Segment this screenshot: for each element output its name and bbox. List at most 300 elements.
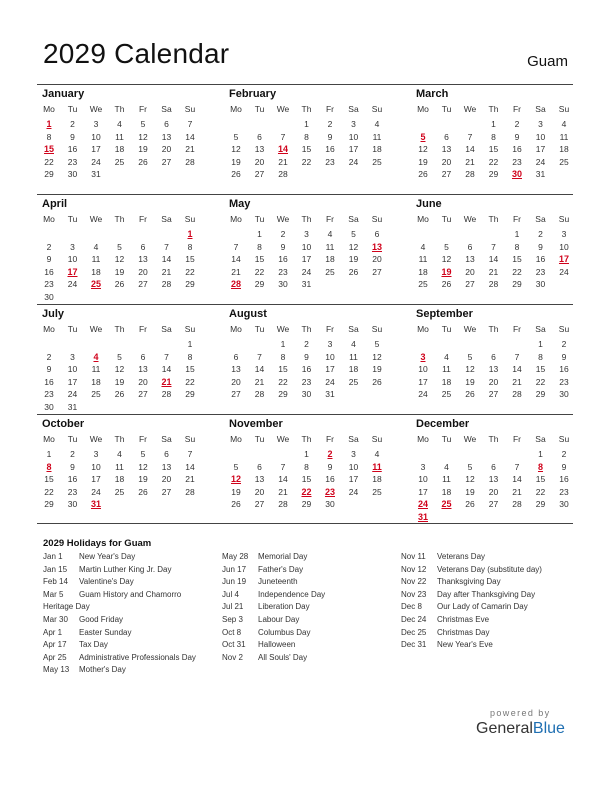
day-cell: 21: [185, 144, 195, 155]
weekday-label: Tu: [441, 104, 452, 114]
day-cell: 25: [114, 486, 125, 497]
day-cell: 16: [67, 144, 78, 155]
holiday-date: Nov 23: [401, 589, 427, 599]
holiday-date: Apr 17: [43, 640, 67, 650]
day-cell: 23: [44, 279, 54, 290]
weekday-label: Th: [114, 104, 125, 114]
holiday-name: Liberation Day: [258, 602, 310, 612]
day-cell: 5: [351, 229, 356, 239]
day-cell: 15: [44, 474, 54, 485]
holiday-name: Halloween: [258, 640, 296, 650]
holiday-day-cell: 25: [90, 279, 101, 290]
day-cell: 18: [325, 254, 335, 265]
day-cell: 6: [164, 119, 169, 129]
day-cell: 1: [304, 449, 309, 459]
day-cell: 10: [301, 241, 312, 252]
day-cell: 3: [70, 241, 75, 252]
day-cell: 26: [231, 499, 241, 510]
day-cell: 31: [67, 402, 78, 412]
holiday-name: Mother's Day: [79, 665, 126, 675]
day-cell: 22: [44, 156, 54, 167]
holiday-name: Memorial Day: [258, 552, 308, 561]
holiday-day-cell: 31: [90, 499, 101, 510]
day-cell: 20: [254, 156, 265, 167]
day-cell: 23: [301, 376, 312, 387]
weekday-label: Sa: [535, 434, 546, 444]
month-name: October: [42, 418, 85, 430]
day-cell: 30: [559, 389, 569, 400]
holiday-day-cell: 31: [417, 512, 428, 522]
day-cell: 28: [254, 389, 265, 400]
weekday-label: We: [276, 104, 290, 114]
day-cell: 19: [465, 486, 475, 497]
holiday-date: Apr 1: [43, 627, 63, 637]
holiday-day-cell: 1: [187, 229, 193, 239]
weekday-label: Sa: [348, 434, 359, 444]
day-cell: 27: [372, 266, 382, 277]
holiday-name: Martin Luther King Jr. Day: [79, 564, 172, 574]
day-cell: 27: [231, 389, 241, 400]
day-cell: 15: [278, 364, 288, 375]
day-cell: 19: [114, 266, 125, 277]
holiday-date: Nov 2: [222, 652, 243, 662]
holiday-name: Guam History and Chamorro: [79, 589, 182, 599]
weekday-label: Fr: [325, 324, 335, 334]
day-cell: 3: [93, 119, 99, 129]
day-cell: 26: [418, 169, 428, 180]
day-cell: 26: [348, 266, 359, 277]
weekday-label: Fr: [138, 214, 148, 224]
day-cell: 25: [114, 156, 125, 167]
weekday-label: Mo: [417, 104, 429, 114]
holiday-date: Nov 11: [401, 552, 426, 561]
weekday-label: Mo: [230, 214, 242, 224]
weekday-label: Mo: [230, 324, 242, 334]
holiday-day-cell: 25: [441, 499, 452, 510]
day-cell: 18: [559, 144, 569, 155]
weekday-label: Su: [558, 434, 570, 444]
day-cell: 30: [44, 292, 54, 302]
holiday-date: Dec 25: [401, 627, 427, 637]
holiday-day-cell: 5: [420, 131, 426, 142]
day-cell: 22: [301, 156, 312, 167]
day-cell: 15: [301, 144, 312, 155]
day-cell: 25: [325, 266, 335, 277]
holiday-day-cell: 30: [511, 169, 522, 180]
holiday-date: Mar 30: [43, 615, 68, 624]
day-cell: 25: [372, 156, 382, 167]
day-cell: 17: [418, 376, 428, 387]
day-cell: 11: [418, 254, 428, 265]
day-cell: 2: [327, 119, 333, 129]
day-cell: 4: [93, 241, 99, 252]
day-cell: 9: [561, 461, 567, 472]
day-cell: 6: [491, 351, 496, 362]
month-name: March: [416, 88, 449, 100]
weekday-label: Fr: [138, 104, 148, 114]
day-cell: 13: [161, 461, 172, 472]
holiday-name: Father's Day: [258, 564, 304, 574]
day-cell: 8: [304, 461, 309, 472]
day-cell: 20: [231, 376, 241, 387]
holiday-day-cell: 8: [46, 461, 52, 472]
day-cell: 12: [418, 144, 428, 155]
day-cell: 5: [444, 241, 449, 252]
day-cell: 2: [46, 241, 52, 252]
day-cell: 22: [535, 376, 546, 387]
weekday-label: Sa: [161, 214, 172, 224]
weekday-label: Mo: [43, 214, 55, 224]
day-cell: 15: [185, 254, 195, 265]
day-cell: 19: [231, 156, 241, 167]
holiday-day-cell: 4: [93, 351, 99, 362]
day-cell: 31: [91, 169, 101, 180]
day-cell: 24: [301, 266, 312, 277]
day-cell: 27: [254, 499, 265, 510]
day-cell: 2: [70, 119, 75, 129]
day-cell: 5: [467, 351, 473, 362]
day-cell: 28: [161, 279, 172, 290]
weekday-label: Su: [371, 324, 383, 334]
day-cell: 3: [351, 449, 356, 459]
weekday-label: Sa: [535, 104, 546, 114]
day-cell: 9: [561, 351, 567, 362]
weekday-label: Tu: [254, 104, 265, 114]
day-cell: 5: [467, 461, 473, 472]
day-cell: 13: [138, 254, 148, 265]
weekday-label: We: [89, 104, 103, 114]
day-cell: 25: [559, 156, 569, 167]
holiday-name: Veterans Day (substitute day): [437, 564, 542, 574]
day-cell: 23: [559, 486, 569, 497]
day-cell: 16: [325, 474, 335, 485]
day-cell: 24: [325, 376, 335, 387]
day-cell: 16: [535, 254, 546, 265]
day-cell: 24: [67, 389, 78, 400]
weekday-label: We: [463, 434, 477, 444]
day-cell: 1: [538, 449, 543, 459]
day-cell: 7: [257, 351, 262, 362]
day-cell: 9: [70, 131, 75, 142]
day-cell: 2: [561, 449, 567, 459]
holiday-name: Heritage Day: [43, 602, 90, 612]
day-cell: 14: [278, 474, 288, 485]
day-cell: 17: [348, 474, 359, 485]
weekday-label: Sa: [348, 104, 359, 114]
weekday-label: We: [276, 434, 290, 444]
day-cell: 31: [325, 389, 335, 400]
day-cell: 29: [278, 389, 288, 400]
day-cell: 20: [138, 266, 148, 277]
day-cell: 20: [138, 376, 148, 387]
day-cell: 29: [488, 169, 499, 180]
holiday-date: Dec 8: [401, 602, 422, 612]
holiday-day-cell: 15: [43, 144, 54, 155]
day-cell: 7: [467, 131, 473, 142]
holiday-day-cell: 11: [372, 461, 382, 472]
day-cell: 16: [559, 474, 569, 485]
weekday-label: Tu: [441, 434, 452, 444]
holiday-date: Dec 31: [401, 640, 427, 650]
month-name: December: [416, 418, 470, 430]
day-cell: 5: [233, 131, 239, 142]
day-cell: 20: [372, 254, 382, 265]
page-title: 2029 Calendar: [43, 38, 230, 69]
weekday-label: Mo: [43, 324, 55, 334]
weekday-label: We: [276, 214, 290, 224]
day-cell: 15: [254, 254, 265, 265]
day-cell: 19: [138, 474, 148, 485]
holiday-date: Apr 25: [43, 652, 67, 662]
day-cell: 19: [418, 156, 428, 167]
day-cell: 17: [535, 144, 546, 155]
brand-name: [476, 720, 565, 738]
day-cell: 16: [67, 474, 78, 485]
weekday-label: Su: [371, 434, 383, 444]
weekday-label: We: [89, 214, 103, 224]
day-cell: 26: [114, 279, 125, 290]
holiday-date: Jan 15: [43, 564, 68, 574]
day-cell: 14: [161, 254, 172, 265]
day-cell: 15: [185, 364, 195, 375]
day-cell: 27: [138, 279, 148, 290]
day-cell: 23: [278, 266, 288, 277]
brand-name-blue: Blue: [532, 720, 565, 737]
day-cell: 24: [91, 156, 101, 167]
day-cell: 19: [348, 254, 359, 265]
day-cell: 8: [538, 351, 543, 362]
day-cell: 11: [91, 254, 101, 265]
day-cell: 2: [514, 119, 520, 129]
holiday-date: Jun 17: [222, 564, 247, 574]
day-cell: 14: [231, 254, 241, 265]
day-cell: 29: [44, 499, 54, 510]
day-cell: 11: [349, 351, 358, 362]
day-cell: 7: [514, 461, 520, 472]
day-cell: 21: [231, 266, 241, 277]
day-cell: 28: [512, 499, 522, 510]
day-cell: 3: [351, 119, 356, 129]
holiday-date: Jan 1: [43, 552, 63, 561]
day-cell: 10: [348, 131, 359, 142]
day-cell: 26: [114, 389, 125, 400]
day-cell: 15: [535, 474, 546, 485]
holiday-date: Feb 14: [43, 577, 68, 587]
day-cell: 11: [442, 474, 451, 485]
day-cell: 27: [161, 486, 172, 497]
day-cell: 11: [325, 241, 335, 252]
weekday-label: We: [276, 324, 290, 334]
weekday-label: Sa: [161, 104, 172, 114]
weekday-label: Th: [301, 434, 312, 444]
weekday-label: Mo: [230, 104, 242, 114]
day-cell: 18: [91, 376, 101, 387]
day-cell: 5: [374, 339, 380, 349]
day-cell: 17: [325, 364, 335, 375]
day-cell: 3: [70, 351, 75, 362]
day-cell: 22: [185, 266, 195, 277]
holiday-day-cell: 1: [46, 119, 52, 129]
weekday-label: Tu: [441, 324, 452, 334]
holiday-day-cell: 12: [230, 474, 241, 485]
day-cell: 13: [138, 364, 148, 375]
holiday-day-cell: 22: [301, 486, 312, 497]
holiday-name: New Year's Eve: [437, 640, 493, 650]
day-cell: 30: [301, 389, 312, 400]
day-cell: 4: [444, 351, 449, 362]
day-cell: 21: [465, 156, 475, 167]
day-cell: 21: [254, 376, 265, 387]
day-cell: 28: [465, 169, 475, 180]
day-cell: 12: [372, 351, 382, 362]
day-cell: 9: [70, 461, 75, 472]
day-cell: 29: [185, 279, 195, 290]
day-cell: 25: [372, 486, 382, 497]
weekday-label: Fr: [512, 434, 522, 444]
day-cell: 24: [91, 486, 101, 497]
day-cell: 15: [301, 474, 312, 485]
day-cell: 8: [187, 241, 193, 252]
day-cell: 7: [164, 351, 169, 362]
day-cell: 16: [278, 254, 288, 265]
holiday-name: Good Friday: [79, 615, 124, 624]
day-cell: 9: [46, 254, 52, 265]
day-cell: 7: [187, 119, 193, 129]
weekday-label: Fr: [512, 214, 522, 224]
holiday-name: Labour Day: [258, 615, 300, 624]
day-cell: 26: [465, 499, 475, 510]
day-cell: 2: [46, 351, 52, 362]
day-cell: 30: [67, 499, 78, 510]
day-cell: 2: [70, 449, 75, 459]
weekday-label: Tu: [441, 214, 452, 224]
weekday-label: Tu: [67, 214, 78, 224]
weekday-label: Th: [114, 214, 125, 224]
day-cell: 28: [161, 389, 172, 400]
day-cell: 31: [535, 169, 546, 180]
day-cell: 18: [114, 474, 125, 485]
weekday-label: Tu: [67, 434, 78, 444]
weekday-label: Th: [114, 434, 125, 444]
day-cell: 2: [304, 339, 309, 349]
day-cell: 9: [327, 461, 333, 472]
weekday-label: Th: [488, 434, 499, 444]
holiday-day-cell: 24: [417, 499, 428, 510]
weekday-label: Th: [488, 324, 499, 334]
holiday-name: Independence Day: [258, 589, 326, 599]
powered-by-text: powered by: [490, 708, 551, 718]
day-cell: 10: [67, 364, 78, 375]
day-cell: 31: [301, 279, 312, 290]
day-cell: 17: [91, 144, 101, 155]
holiday-name: All Souls' Day: [258, 652, 308, 662]
day-cell: 6: [140, 351, 146, 362]
holiday-name: Administrative Professionals Day: [79, 652, 196, 662]
holiday-name: Columbus Day: [258, 627, 311, 637]
weekday-label: Th: [301, 214, 312, 224]
day-cell: 1: [304, 119, 309, 129]
day-cell: 17: [418, 486, 428, 497]
day-cell: 1: [491, 119, 496, 129]
month-name: January: [42, 88, 85, 100]
holiday-date: Nov 22: [401, 577, 427, 587]
day-cell: 18: [418, 266, 428, 277]
day-cell: 10: [559, 241, 569, 252]
day-cell: 8: [514, 241, 520, 252]
day-cell: 17: [301, 254, 312, 265]
day-cell: 27: [488, 499, 499, 510]
holiday-day-cell: 13: [371, 241, 382, 252]
brand-name-general: General: [476, 720, 533, 737]
day-cell: 19: [114, 376, 125, 387]
day-cell: 17: [348, 144, 359, 155]
day-cell: 4: [420, 241, 426, 252]
day-cell: 15: [512, 254, 522, 265]
day-cell: 8: [187, 351, 193, 362]
day-cell: 1: [46, 449, 52, 459]
day-cell: 10: [348, 461, 359, 472]
holiday-name: Juneteenth: [258, 577, 298, 587]
day-cell: 23: [559, 376, 569, 387]
day-cell: 30: [559, 499, 569, 510]
day-cell: 14: [465, 144, 475, 155]
day-cell: 28: [185, 156, 195, 167]
day-cell: 18: [372, 474, 382, 485]
day-cell: 2: [538, 229, 543, 239]
day-cell: 12: [348, 241, 359, 252]
holiday-name: Veterans Day: [437, 552, 486, 561]
weekday-label: Th: [301, 104, 312, 114]
holidays-title: 2029 Holidays for Guam: [43, 538, 152, 549]
holiday-day-cell: 14: [277, 144, 288, 155]
weekday-label: Th: [488, 104, 499, 114]
weekday-label: We: [463, 104, 477, 114]
weekday-label: Su: [184, 434, 196, 444]
day-cell: 6: [374, 229, 380, 239]
weekday-label: Th: [488, 214, 499, 224]
day-cell: 28: [278, 169, 288, 180]
day-cell: 7: [280, 461, 286, 472]
weekday-label: Sa: [348, 214, 359, 224]
holiday-name: Valentine's Day: [79, 577, 134, 587]
day-cell: 3: [304, 229, 309, 239]
day-cell: 13: [231, 364, 241, 375]
day-cell: 29: [535, 389, 546, 400]
weekday-label: Sa: [161, 324, 172, 334]
day-cell: 25: [418, 279, 428, 290]
weekday-label: We: [463, 214, 477, 224]
day-cell: 9: [514, 131, 520, 142]
holiday-day-cell: 23: [324, 486, 335, 497]
weekday-label: Fr: [138, 324, 148, 334]
holiday-name: Christmas Eve: [437, 615, 490, 624]
day-cell: 3: [561, 229, 567, 239]
weekday-label: Tu: [254, 324, 265, 334]
weekday-label: Tu: [254, 434, 265, 444]
day-cell: 2: [280, 229, 286, 239]
day-cell: 4: [117, 119, 122, 129]
holiday-day-cell: 2: [327, 449, 333, 459]
month-name: April: [42, 198, 68, 210]
day-cell: 6: [444, 131, 449, 142]
day-cell: 23: [325, 156, 335, 167]
day-cell: 18: [91, 266, 101, 277]
day-cell: 30: [67, 169, 78, 180]
weekday-label: We: [89, 324, 103, 334]
day-cell: 12: [114, 364, 125, 375]
day-cell: 24: [67, 279, 78, 290]
day-cell: 12: [465, 364, 475, 375]
